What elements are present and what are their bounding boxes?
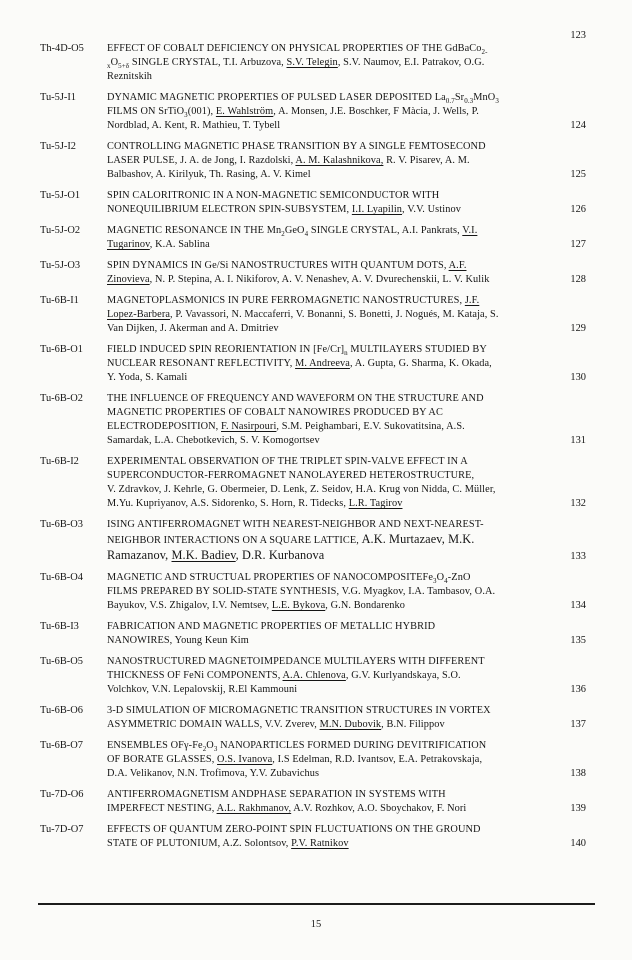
entry-page-number: 128: [570, 274, 586, 285]
toc-entry-row: [40, 739, 586, 781]
entry-page-number: 126: [570, 204, 586, 215]
entry-title-authors: DYNAMIC MAGNETIC PROPERTIES OF PULSED LASER DEPOSITED $La_{0.7}Sr_{0.3}MnO_3$ FILMS ON SrTiO$_3$(001), E. Wahlström, A. Monsen, J.E. Boschker, F Màcia, J. Wells, P. Nordblad, A. Kent, R. Mathieu, T. Tybell: [107, 92, 499, 131]
session-code: Tu-6B-O7: [40, 740, 83, 751]
toc-entry-row: [40, 455, 586, 511]
session-code: Tu-6B-O1: [40, 344, 83, 355]
entry-page-number: 123: [570, 30, 586, 41]
entry-title-authors: ISING ANTIFERROMAGNET WITH NEAREST-NEIGHBOR AND NEXT-NEAREST- NEIGHBOR INTERACTIONS ON A SQUARE LATTICE, A.K. Murtazaev, M.K. Ramazanov, M.K. Badiev, D.R. Kurbanova: [107, 519, 484, 562]
toc-entry-row: [40, 655, 586, 697]
entry-page-number: 124: [570, 120, 586, 131]
session-code: Tu-6B-O5: [40, 656, 83, 667]
entry-page-number: 133: [570, 551, 586, 562]
session-code: Tu-5J-O2: [40, 225, 81, 236]
session-code: Tu-6B-O2: [40, 393, 83, 404]
session-code: Tu-6B-O3: [40, 519, 83, 530]
entry-page-number: 139: [570, 803, 586, 814]
entry-page-number: 138: [570, 768, 586, 779]
entry-page-number: 134: [570, 600, 586, 611]
entry-title-authors: SPIN CALORITRONIC IN A NON-MAGNETIC SEMICONDUCTOR WITH NONEQUILIBRIUM ELECTRON SPIN-SUBSYSTEM, I.I. Lyapilin, V.V. Ustinov: [107, 190, 461, 215]
entry-title-authors: EXPERIMENTAL OBSERVATION OF THE TRIPLET SPIN-VALVE EFFECT IN A SUPERCONDUCTOR-FERROMAGNET NANOLAYERED HETEROSTRUCTURE, V. Zdravkov, J. Kehrle, G. Obermeier, D. Lenk, Z. Seidov, H.A. Krug von Nidda, C. Müller, M.Yu. Kupriyanov, A.S. Sidorenko, S. Horn, R. Tidecks, L.R. Tagirov: [107, 456, 496, 509]
entry-page-number: 137: [570, 719, 586, 730]
session-code: Tu-6B-O4: [40, 572, 83, 583]
entry-title-authors: EFFECTS OF QUANTUM ZERO-POINT SPIN FLUCTUATIONS ON THE GROUND STATE OF PLUTONIUM, A.Z. Solontsov, P.V. Ratnikov: [107, 824, 481, 849]
entry-page-number: 132: [570, 498, 586, 509]
entry-title-authors: FABRICATION AND MAGNETIC PROPERTIES OF METALLIC HYBRID NANOWIRES, Young Keun Kim: [107, 621, 436, 646]
entry-title-authors: NANOSTRUCTURED MAGNETOIMPEDANCE MULTILAYERS WITH DIFFERENT THICKNESS OF FeNi COMPONENTS, A.A. Chlenova, G.V. Kurlyandskaya, S.O. Volchkov, V.N. Lepalovskij, R.El Kammouni: [107, 656, 485, 695]
session-code: Th-4D-O5: [40, 43, 84, 54]
entry-title-authors: MAGNETIC RESONANCE IN THE $Mn_2GeO_4$ SINGLE CRYSTAL, A.I. Pankrats, V.I. Tugarinov, K.A. Sablina: [107, 225, 478, 250]
session-code: Tu-6B-I2: [40, 456, 79, 467]
session-code: Tu-7D-O7: [40, 824, 84, 835]
toc-entry-row: [40, 392, 586, 448]
entry-title-authors: CONTROLLING MAGNETIC PHASE TRANSITION BY A SINGLE FEMTOSECOND LASER PULSE, J. A. de Jong, I. Razdolski, A. M. Kalashnikova, R. V. Pisarev, A. M. Balbashov, A. Kirilyuk, Th. Rasing, A. V. Kimel: [107, 141, 486, 180]
entry-title-authors: ENSEMBLES OFγ-$Fe_2O_3$ NANOPARTICLES FORMED DURING DEVITRIFICATION OF BORATE GLASSES, O.S. Ivanova, I.S Edelman, R.D. Ivantsov, E.A. Petrakovskaja, D.A. Velikanov, N.N. Trofimova, Y.V. Zubavichus: [107, 740, 487, 779]
session-code: Tu-5J-O1: [40, 190, 81, 201]
session-code: Tu-6B-I3: [40, 621, 79, 632]
footer-rule: [38, 903, 595, 905]
entry-title-authors: SPIN DYNAMICS IN Ge/Si NANOSTRUCTURES WITH QUANTUM DOTS, A.F. Zinovieva, N. P. Stepina, A. I. Nikiforov, A. V. Nenashev, A. V. Dvurechenskii, L. V. Kulik: [107, 260, 490, 285]
entry-page-number: 131: [570, 435, 586, 446]
toc-entry-row: [40, 571, 586, 613]
toc-entry-row: [40, 788, 586, 816]
toc-entry-row: [40, 91, 586, 133]
footer-page-number: 15: [310, 919, 322, 930]
toc-entry-row: [40, 518, 586, 564]
toc-entry-row: [40, 294, 586, 336]
entry-page-number: 136: [570, 684, 586, 695]
session-code: Tu-6B-O6: [40, 705, 83, 716]
entry-page-number: 129: [570, 323, 586, 334]
toc-entry-row: [40, 224, 586, 252]
entry-page-number: 130: [570, 372, 586, 383]
entry-title-authors: ANTIFERROMAGNETISM ANDPHASE SEPARATION IN SYSTEMS WITH IMPERFECT NESTING, A.L. Rakhmanov, A.V. Rozhkov, A.O. Sboychakov, F. Nori: [107, 789, 467, 814]
entry-page-number: 127: [570, 239, 586, 250]
entry-title-authors: 3-D SIMULATION OF MICROMAGNETIC TRANSITION STRUCTURES IN VORTEX ASYMMETRIC DOMAIN WALLS, V.V. Zverev, M.N. Dubovik, B.N. Filippov: [107, 705, 491, 730]
entry-page-number: 140: [570, 838, 586, 849]
toc-entry-row: [40, 343, 586, 385]
session-code: Tu-5J-I2: [40, 141, 76, 152]
toc-entry-row: [40, 30, 586, 84]
toc-entry-row: [40, 620, 586, 648]
entry-title-authors: MAGNETOPLASMONICS IN PURE FERROMAGNETIC NANOSTRUCTURES, J.F. Lopez-Barbera, P. Vavassori, N. Maccaferri, V. Bonanni, S. Bonetti, J. Nogués, M. Kataja, S. Van Dijken, J. Akerman and A. Dmitriev: [107, 295, 499, 334]
entry-title-authors: EFFECT OF COBALT DEFICIENCY ON PHYSICAL PROPERTIES OF THE GdBaCo$_{2-}$ $_xO_{5+\delta}$ SINGLE CRYSTAL, T.I. Arbuzova, S.V. Telegin, S.V. Naumov, E.I. Patrakov, O.G. Reznitskih: [107, 43, 488, 82]
toc-entry-row: [40, 189, 586, 217]
toc-entry-row: [40, 140, 586, 182]
session-code: Tu-6B-I1: [40, 295, 79, 306]
entry-title-authors: FIELD INDUCED SPIN REORIENTATION IN $[Fe/Cr]_n$ MULTILAYERS STUDIED BY NUCLEAR RESONANT REFLECTIVITY, M. Andreeva, A. Gupta, G. Sharma, K. Okada, Y. Yoda, S. Kamali: [107, 344, 492, 383]
entry-page-number: 135: [570, 635, 586, 646]
entry-page-number: 125: [570, 169, 586, 180]
session-code: Tu-5J-I1: [40, 92, 76, 103]
entry-title-authors: THE INFLUENCE OF FREQUENCY AND WAVEFORM ON THE STRUCTURE AND MAGNETIC PROPERTIES OF COBALT NANOWIRES PRODUCED BY AC ELECTRODEPOSITION, F. Nasirpouri, S.M. Peighambari, E.V. Sukovatitsina, A.S. Samardak, L.A. Chebotkevich, S. V. Komogortsev: [107, 393, 484, 446]
toc-entry-row: [40, 704, 586, 732]
toc-entry-row: [40, 259, 586, 287]
session-code: Tu-7D-O6: [40, 789, 84, 800]
session-code: Tu-5J-O3: [40, 260, 81, 271]
entry-title-authors: MAGNETIC AND STRUCTUAL PROPERTIES OF $NANOCOMPOSITEFe_3O_4$-ZnO FILMS PREPARED BY SOLID-STATE SYNTHESIS, V.G. Myagkov, I.A. Tambasov, O.A. Bayukov, V.S. Zhigalov, I.V. Nemtsev, L.E. Bykova, G.N. Bondarenko: [107, 572, 496, 611]
toc-entry-row: [40, 823, 586, 851]
